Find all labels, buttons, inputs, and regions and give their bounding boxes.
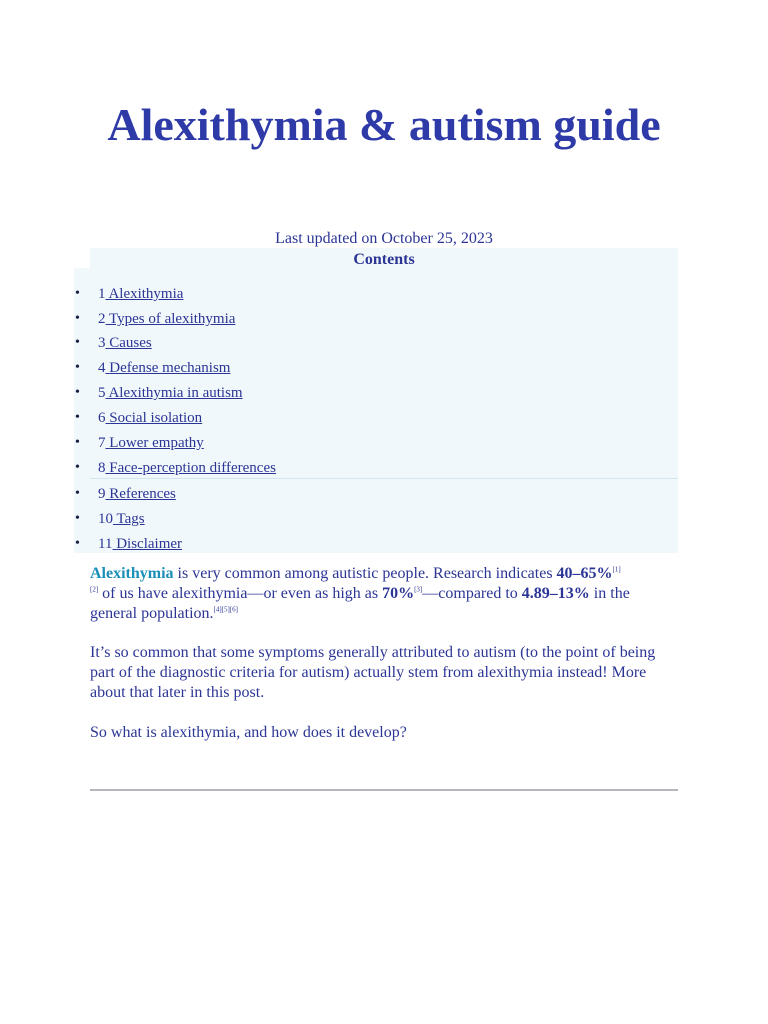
bullet-icon: • [75, 536, 80, 551]
intro-text-1: is very common among autistic people. Research indicates [173, 565, 557, 582]
toc-item-link[interactable]: Disclaimer [116, 536, 183, 552]
toc-item-number: 6 [98, 410, 106, 426]
toc-item-link[interactable]: Tags [116, 511, 145, 527]
toc-item-link[interactable]: Types of alexithymia [108, 311, 236, 327]
toc-item-entry [98, 509, 145, 529]
citation-2[interactable]: [2] [90, 585, 99, 594]
paragraph-question [90, 723, 680, 743]
toc-item-number: 4 [98, 360, 106, 376]
citation-1[interactable]: [1] [612, 565, 621, 574]
toc-item-link[interactable]: Causes [109, 335, 152, 351]
paragraph-symptoms [90, 643, 680, 703]
toc-heading: Contents [353, 251, 415, 268]
toc-item-number: 8 [98, 460, 106, 476]
toc-item-number: 10 [98, 511, 113, 527]
intro-paragraph [90, 564, 680, 624]
bullet-icon: • [75, 511, 80, 526]
bullet-icon: • [75, 460, 80, 475]
toc-item-number: 2 [98, 311, 106, 327]
bullet-icon: • [75, 410, 80, 425]
bullet-icon: • [75, 435, 80, 450]
toc-item-link[interactable]: References [109, 486, 176, 502]
toc-item-number: 5 [98, 385, 106, 401]
bullet-icon: • [75, 286, 80, 301]
toc-item-number: 11 [98, 536, 113, 552]
toc-item-entry [98, 284, 183, 304]
toc-item-entry [98, 309, 235, 329]
toc-item-entry [98, 408, 202, 428]
toc-item-entry [98, 458, 276, 478]
bullet-icon: • [75, 311, 80, 326]
citation-3[interactable]: [3] [414, 585, 423, 594]
intro-text-3: —compared to [422, 585, 522, 602]
toc-item-link[interactable]: Social isolation [109, 410, 203, 426]
bullet-icon: • [75, 360, 80, 375]
stat-4-89-13: 4.89–13% [521, 585, 590, 602]
toc-item-link[interactable]: Alexithymia in autism [108, 385, 243, 401]
toc-item-link[interactable]: Face-perception differences [109, 460, 276, 476]
toc-item-entry [98, 383, 243, 403]
toc-item-link[interactable]: Alexithymia [108, 286, 184, 302]
page-title: Alexithymia & autism guide [107, 99, 661, 150]
stat-70: 70% [382, 585, 415, 602]
bullet-icon: • [75, 486, 80, 501]
toc-item-number: 9 [98, 486, 106, 502]
toc-item-entry [98, 433, 204, 453]
stat-40-65: 40–65% [556, 565, 613, 582]
intro-text-4: in the general population. [90, 585, 630, 622]
toc-item-entry [98, 358, 230, 378]
toc-item-entry [98, 534, 182, 554]
paragraph-symptoms-text: It’s so common that some symptoms generally attributed to autism (to the point of being part of the diagnostic criteria for autism) actually stem from alexithymia instead! More about that later in this post. [90, 644, 656, 701]
intro-text-2: of us have alexithymia—or even as high as [98, 585, 383, 602]
toc-item-link[interactable]: Defense mechanism [109, 360, 231, 376]
toc-item-entry [98, 333, 152, 353]
toc-item-number: 7 [98, 435, 106, 451]
last-updated: Last updated on October 25, 2023 [275, 230, 493, 247]
bullet-icon: • [75, 385, 80, 400]
toc-item-number: 3 [98, 335, 106, 351]
bullet-icon: • [75, 335, 80, 350]
citation-4-5-6[interactable]: [4][5][6] [213, 605, 239, 614]
toc-item-number: 1 [98, 286, 106, 302]
toc-item-entry [98, 484, 176, 504]
toc-item-link[interactable]: Lower empathy [109, 435, 204, 451]
paragraph-question-text: So what is alexithymia, and how does it develop? [90, 724, 407, 741]
section-divider [90, 789, 678, 791]
toc-divider [90, 478, 678, 479]
alexithymia-keyword-link[interactable]: Alexithymia [90, 565, 174, 582]
